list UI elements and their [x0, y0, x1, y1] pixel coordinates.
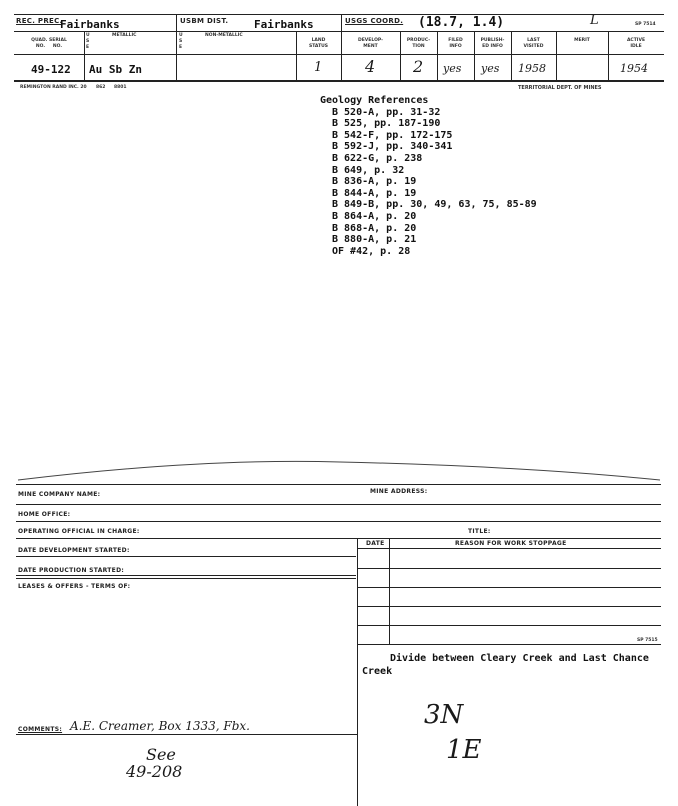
title-label: TITLE: — [468, 528, 491, 535]
row-quad-serial: 49-122 — [31, 63, 71, 76]
reference-item: B 525, pp. 187-190 — [332, 118, 441, 130]
agency-imprint: TERRITORIAL DEPT. OF MINES — [518, 85, 602, 91]
rule-lower-3 — [16, 521, 661, 522]
rule-lower-1 — [16, 484, 661, 485]
row-metallic: Au Sb Zn — [89, 63, 142, 76]
usbm-dist-value: Fairbanks — [254, 18, 314, 31]
fold-curve — [0, 440, 678, 500]
rec-prec-label: REC. PREC. — [16, 17, 63, 25]
comments-value: A.E. Creamer, Box 1333, Fbx. — [70, 719, 250, 733]
rule-stoppage-5 — [357, 644, 661, 645]
rule-lower-6 — [16, 575, 356, 576]
reference-item: B 622-G, p. 238 — [332, 152, 423, 164]
col-metallic-use: U S E — [86, 33, 90, 50]
rec-prec-value: Fairbanks — [60, 18, 120, 31]
rule-lower-5 — [16, 556, 356, 557]
divider-usbm — [176, 14, 177, 80]
reference-item: B 649, p. 32 — [332, 164, 405, 176]
rule-comments — [16, 734, 357, 735]
reference-item: OF #42, p. 28 — [332, 245, 411, 257]
rule-stoppage-4 — [357, 625, 661, 626]
col-production: PRODUC- TION — [406, 38, 431, 49]
reference-item: B 868-A, p. 20 — [332, 222, 417, 234]
comments-label: COMMENTS: — [18, 726, 63, 733]
reference-item: B 864-A, p. 20 — [332, 210, 417, 222]
divider-quad — [84, 31, 85, 80]
form-number-bottom: SP 7515 — [637, 638, 658, 643]
divider-center — [357, 538, 358, 806]
mine-company-name-label: MINE COMPANY NAME: — [18, 491, 101, 498]
rule-lower-4 — [16, 538, 661, 539]
col-last-visited: LAST VISITED — [523, 38, 544, 49]
row-production: 2 — [413, 57, 424, 76]
form-number-top: SP 7514 — [635, 22, 656, 27]
divider-date — [389, 538, 390, 644]
usgs-coord-value: (18.7, 1.4) — [418, 15, 505, 30]
date-production-label: DATE PRODUCTION STARTED: — [18, 567, 125, 574]
reference-item: B 880-A, p. 21 — [332, 234, 417, 246]
rule-row-bottom — [14, 80, 664, 82]
row-land-status: 1 — [314, 60, 323, 75]
col-metallic: METALLIC — [112, 33, 137, 38]
reference-item: B 542-F, pp. 172-175 — [332, 129, 453, 141]
home-office-label: HOME OFFICE: — [18, 511, 71, 518]
rule-stoppage-1 — [357, 568, 661, 569]
rule-header-bottom — [14, 31, 664, 32]
col-published-info: PUBLISH- ED INFO — [480, 38, 505, 49]
reference-item: B 836-A, p. 19 — [332, 176, 417, 188]
col-development: DEVELOP- MENT — [358, 38, 383, 49]
col-merit: MERIT — [574, 38, 590, 43]
rule-top — [14, 14, 664, 15]
printer-code-a: 862 — [96, 85, 106, 90]
printer-imprint: REMINGTON RAND INC. 20 — [20, 85, 87, 90]
rule-lower-6b — [16, 578, 356, 579]
col-quad-serial: QUAD. SERIAL NO. NO. — [31, 38, 67, 49]
rule-columns-bottom — [14, 54, 664, 55]
see-reference: 49-208 — [126, 762, 183, 781]
rule-stoppage-2 — [357, 587, 661, 588]
printer-code-b: 8801 — [114, 85, 127, 90]
range-note: 1E — [446, 735, 482, 765]
rule-lower-2 — [16, 504, 661, 505]
usbm-dist-label: USBM DIST. — [180, 17, 229, 25]
row-last-visited: 1958 — [518, 62, 546, 75]
date-development-label: DATE DEVELOPMENT STARTED: — [18, 547, 130, 554]
col-nonmetallic-use: U S E — [179, 33, 183, 50]
reference-item: B 592-J, pp. 340-341 — [332, 141, 453, 153]
reference-item: B 849-B, pp. 30, 49, 63, 75, 85-89 — [332, 199, 537, 211]
geology-heading: Geology References — [320, 95, 429, 106]
col-active-idle: ACTIVE IDLE — [626, 38, 646, 49]
row-active-idle: 1954 — [620, 62, 648, 75]
reason-stoppage-header: REASON FOR WORK STOPPAGE — [455, 540, 567, 547]
row-development: 4 — [365, 57, 376, 76]
row-published-info: yes — [481, 62, 500, 75]
location-note: Divide between Cleary Creek and Last Chance Creek — [362, 653, 649, 677]
mine-address-label: MINE ADDRESS: — [370, 488, 428, 495]
reference-item: B 844-A, p. 19 — [332, 187, 417, 199]
col-land-status: LAND STATUS — [308, 38, 329, 49]
see-note: See — [146, 745, 176, 764]
rule-stoppage-head — [357, 548, 661, 549]
col-nonmetallic: NON-METALLIC — [205, 33, 243, 38]
col-filed-info: FILED INFO — [448, 38, 463, 49]
date-header: DATE — [366, 540, 385, 547]
rule-stoppage-3 — [357, 606, 661, 607]
row-filed-info: yes — [443, 62, 462, 75]
geology-references — [320, 95, 537, 257]
usgs-coord-label: USGS COORD. — [345, 17, 404, 25]
leases-label: LEASES & OFFERS - TERMS OF: — [18, 583, 131, 590]
operating-official-label: OPERATING OFFICIAL IN CHARGE: — [18, 528, 140, 535]
township-note: 3N — [424, 700, 464, 730]
top-right-mark: L — [590, 13, 599, 28]
reference-item: B 520-A, pp. 31-32 — [332, 106, 441, 118]
